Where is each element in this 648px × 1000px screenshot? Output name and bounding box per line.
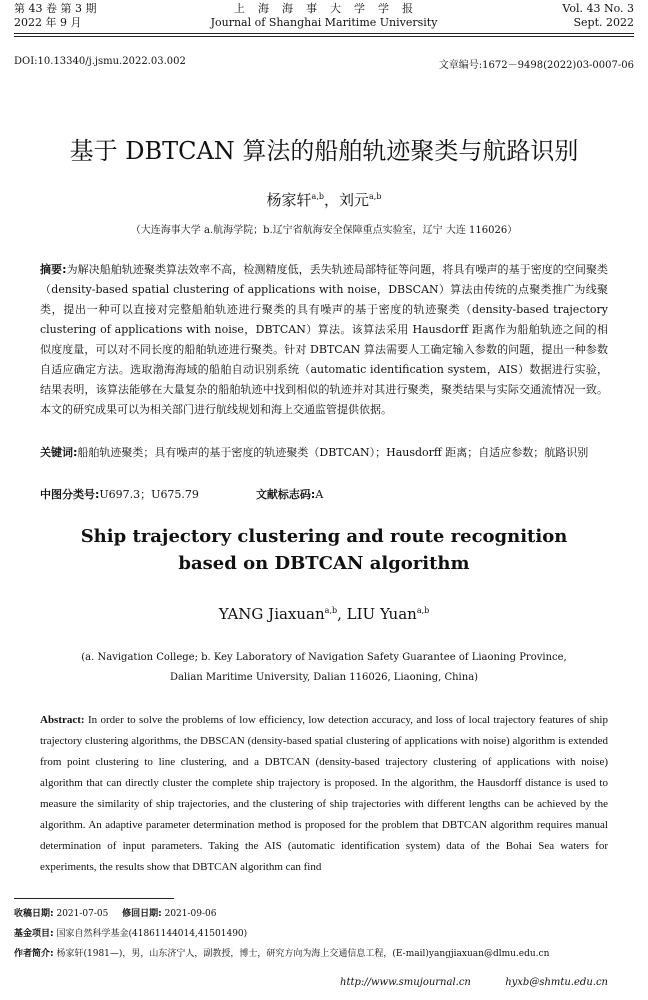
author-2-en: LIU Yuan xyxy=(346,605,417,623)
keywords-cn-label: 关键词: xyxy=(40,446,78,459)
affiliation-en xyxy=(0,648,648,688)
abstract-en-label: Abstract: xyxy=(40,714,85,726)
author-2-cn-affil: a,b xyxy=(369,192,382,201)
abstract-cn-label: 摘要: xyxy=(40,263,67,276)
footnote-dates xyxy=(14,904,634,924)
classification xyxy=(40,485,608,505)
abstract-cn-text: 为解决船舶轨迹聚类算法效率不高，检测精度低，丢失轨迹局部特征等问题，将具有噪声的基于密度的空间聚类（density-based spatial clustering of applications with noise，DBSCAN）算法由传统的点聚类推广为线聚类，提出一种可以直接对完整船舶轨迹进行聚类的具有噪声的基于密度的轨迹聚类（density-based trajectory clustering of applications with noise，DBTCAN）算法。该算法采用 Hausdorff 距离作为船舶轨迹之间的相似度度量，可以对不同长度的船舶轨迹进行聚类。针对 DBTCAN 算法需要人工确定输入参数的问题，提出一种参数自适应确定方法。选取渤海海域的船舶自动识别系统（automatic identification system，AIS）数据进行实验，结果表明，该算法能够在大量复杂的船舶轨迹中找到相似的轨迹并对其进行聚类，聚类结果与实际交通流情况一致。本文的研究成果可以为相关部门进行航线规划和海上交通监管提供依据。 xyxy=(40,263,609,416)
author-2-en-affil: a,b xyxy=(416,606,430,615)
title-en-line-1: Ship trajectory clustering and route recognition xyxy=(80,526,568,547)
author-bio-value: 杨家轩(1981—)，男，山东济宁人，副教授，博士，研究方向为海上交通信息工程，(E-mail)yangjiaxuan@dlmu.edu.cn xyxy=(56,949,550,959)
author-2-cn: 刘元 xyxy=(339,191,370,209)
revised-value: 2021-09-06 xyxy=(164,909,217,919)
author-1-cn-affil: a,b xyxy=(311,192,324,201)
author-separator-cn: ， xyxy=(323,191,339,209)
abstract-en-text: In order to solve the problems of low efficiency, low detection accuracy, and loss of local trajectory features of ship trajectory clustering algorithms, the DBSCAN (density-based spatial clustering of applications with noise) algorithm is extended from point clustering to line clustering, and a DBTCAN (density-based trajectory clustering of applications with noise) algorithm that can directly cluster the complete ship trajectory is proposed. In the algorithm, the Hausdorff distance is used to measure the similarity of ship trajectories, and the clustering of ship trajectories with different lengths can be achieved by the algorithm. An adaptive parameter determination method is proposed for the problem that DBTCAN algorithm requires manual determination of input parameters. Taking the AIS (automatic identification system) data of the Bohai Sea waters for experiments, the results show that DBTCAN algorithm can find xyxy=(40,714,608,873)
header-vol-en xyxy=(562,2,634,30)
clc-value: U697.3；U675.79 xyxy=(99,488,199,501)
header-journal xyxy=(0,2,648,30)
doc-code-value: A xyxy=(315,488,324,501)
fund-value: 国家自然科学基金(41861144014,41501490) xyxy=(56,929,248,939)
author-1-en: YANG Jiaxuan xyxy=(218,605,325,623)
journal-url[interactable]: http://www.smujournal.cn xyxy=(340,977,471,988)
abstract-en xyxy=(40,710,608,878)
keywords-cn-text: 船舶轨迹聚类；具有噪声的基于密度的轨迹聚类（DBTCAN）；Hausdorff 距离；自适应参数；航路识别 xyxy=(77,446,589,459)
journal-email[interactable]: hyxb@shmtu.edu.cn xyxy=(505,977,608,988)
header-rule xyxy=(14,33,634,34)
received-label: 收稿日期: xyxy=(14,909,54,919)
title-en-line-2: based on DBTCAN algorithm xyxy=(178,553,470,574)
keywords-cn xyxy=(40,443,608,463)
affiliation-cn: （大连海事大学 a.航海学院；b.辽宁省航海安全保障重点实验室，辽宁 大连 116026） xyxy=(130,225,518,236)
clc-label: 中图分类号: xyxy=(40,488,100,501)
header-journal-cn: 上 海 海 事 大 学 学 报 xyxy=(234,2,414,15)
header-volume-issue: 第 43 卷 第 3 期 xyxy=(14,2,97,15)
footnotes xyxy=(14,904,634,964)
received-value: 2021-07-05 xyxy=(56,909,109,919)
revised-label: 修回日期: xyxy=(122,909,162,919)
author-separator-en: , xyxy=(337,605,347,623)
affiliation-en-line-1: (a. Navigation College; b. Key Laboratory of Navigation Safety Guarantee of Liaoning Province, xyxy=(81,652,567,663)
author-1-cn: 杨家轩 xyxy=(266,191,312,209)
affiliation-en-line-2: Dalian Maritime University, Dalian 116026, Liaoning, China) xyxy=(169,672,479,683)
fund-label: 基金项目: xyxy=(14,929,54,939)
header-date-cn: 2022 年 9 月 xyxy=(14,16,82,29)
header-journal-en: Journal of Shanghai Maritime University xyxy=(210,16,438,29)
header-date-en: Sept. 2022 xyxy=(573,16,634,29)
author-bio-label: 作者简介: xyxy=(14,949,54,959)
title-cn: 基于 DBTCAN 算法的船舶轨迹聚类与航路识别 xyxy=(69,137,579,165)
doc-code-label: 文献标志码: xyxy=(255,488,316,501)
author-1-en-affil: a,b xyxy=(324,606,338,615)
article-number: 文章编号:1672－9498(2022)03-0007-06 xyxy=(438,60,634,71)
authors-en xyxy=(0,605,648,623)
header-rule-2 xyxy=(14,36,634,37)
doi: DOI:10.13340/j.jsmu.2022.03.002 xyxy=(14,56,186,67)
header-vol-no: Vol. 43 No. 3 xyxy=(562,2,634,15)
footnote-fund xyxy=(14,924,634,944)
footnote-author xyxy=(14,944,634,964)
abstract-cn xyxy=(40,260,608,420)
footnote-rule xyxy=(14,898,174,899)
authors-cn xyxy=(0,189,648,210)
